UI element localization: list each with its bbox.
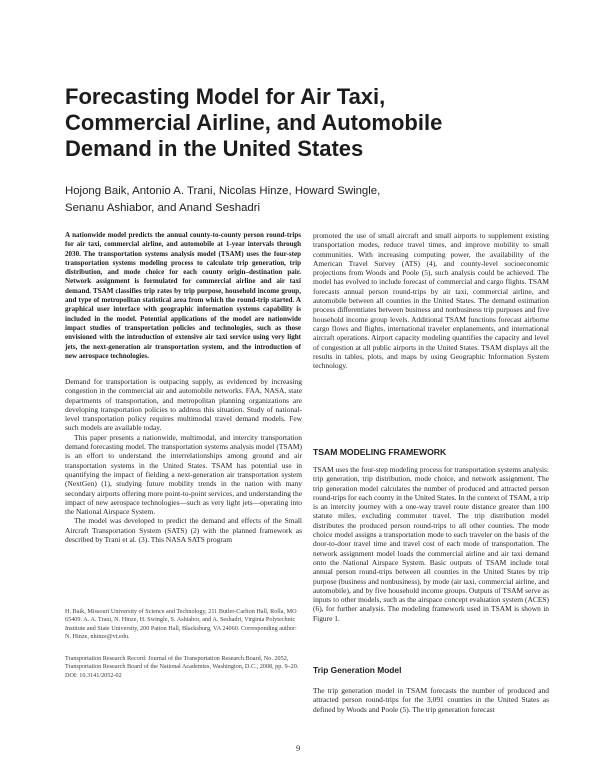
author-list [65,183,545,216]
intro-continuation [313,231,549,370]
title-line: Commercial Airline, and Automobile [65,110,443,135]
citation-text: Transportation Research Record: Journal of the Transportation Research Board, No. 2052, Transportation Research Board of the National Academies, Washington, D.C., 2008, pp. 9–20. DOI: 10.3141/2052-02 [65,655,299,679]
subsection-heading-trip-generation: Trip Generation Model [313,665,402,675]
body-paragraph: The model was developed to predict the demand and effects of the Small Aircraft Transportation System (SATS) (2) with the planned framework as described by Trani et al. (3). This NASA SATS program [65,516,302,545]
trip-generation-section [313,686,549,714]
body-paragraph: The trip generation model in TSAM forecasts the number of produced and attracted person round-trips for the 3,091 counties in the United States as defined by Woods and Poole (5). The trip generation forecast [313,686,549,714]
author-line: Hojong Baik, Antonio A. Trani, Nicolas Hinze, Howard Swingle, [65,185,381,197]
framework-section [313,465,549,623]
author-affiliation-footnote [65,608,302,641]
body-paragraph: This paper presents a nationwide, multimodal, and intercity transportation demand forecasting model. The transportation systems analysis model (TSAM) is an effort to understand the interrelationships among ground and air transportation systems in the United States. TSAM has potential use in quantifying the impact of fielding a next-generation air transportation system (NextGen) (1), studying future mobility trends in the nation with many secondary airports offering more point-to-point services, and understanding the impact of new aerospace technologies—such as very light jets—operating into the National Airspace System. [65,432,302,517]
page-number: 9 [296,743,301,753]
body-paragraph: TSAM uses the four-step modeling process for transportation systems analysis: trip generation, trip distribution, mode choice, and network assignment. The trip generation model calculates the number of produced and attracted person round-trips for each county in the United States. In the context of TSAM, a trip is an intercity journey with a one-way travel route distance greater than 100 statute miles, excluding commuter travel. The trip distribution model distributes the produced person round-trips to all other counties. The mode choice model assigns a transportation mode to each traveler on the basis of the door-to-door travel time and travel cost of each mode of transportation. The network assignment model loads the commercial airline and air taxi demand onto the National Airspace System. Basic outputs of TSAM include total annual person round-trips between all counties in the United States by trip purpose (business and nonbusiness), by mode (air taxi, commercial airline, and automobile), and by five household income groups. Outputs of TSAM serve as inputs to other models, such as the airspace concept evaluation system (ACES) (6), for further analysis. The modeling framework used in TSAM is shown in Figure 1. [313,465,549,623]
paper-title [65,84,545,162]
section-heading-framework: TSAM MODELING FRAMEWORK [313,447,447,457]
title-line: Forecasting Model for Air Taxi, [65,84,386,109]
journal-citation [65,655,302,680]
body-paragraph: Demand for transportation is outpacing supply, as evidenced by increasing congestion in the commercial air and automobile networks. FAA, NASA, state departments of transportation, and metropolitan planning organizations are developing transportation policies to address this situation. Study of national-level transportation policy requires multimodal travel demand models. Few such models are available today. [65,377,302,433]
author-line: Senanu Ashiabor, and Anand Seshadri [65,201,261,214]
body-paragraph: promoted the use of small aircraft and small airports to supplement existing transportation modes, reduce travel times, and improve mobility to small communities. With increasing computing power, the availability of the American Travel Survey (ATS) (4), and county-level socioeconomic projections from Woods and Poole (5), such analysis could be achieved. The model has evolved to include forecast of commercial and cargo flights. TSAM forecasts annual person round-trips by air taxi, commercial airline, and automobile between all counties in the United States. The demand estimation process differentiates between business and nonbusiness trip purposes and five household income group levels. Additional TSAM functions forecast airborne cargo flows and flights, international traveler enplanements, and international aircraft operations. Airport capacity modeling quantifies the capacity and level of congestion at all public airports in the United States. TSAM displays all the results in tables, plots, and maps by using Geographic Information System technology. [313,231,549,371]
footnote-text: H. Baik, Missouri University of Science and Technology, 211 Butler-Carlton Hall, Rolla, MO 65409. A. A. Trani, N. Hinze, H. Swingle, S. Ashiabor, and A. Seshadri, Virginia Polytechnic Institute and State University, 200 Patton Hall, Blacksburg, VA 24060. Corresponding author: N. Hinze, nhinze@vt.edu. [65,608,297,640]
abstract: A nationwide model predicts the annual county-to-county person round-trips for air taxi, commercial airline, and automobile at 1-year intervals through 2030. The transportation systems analysis model (TSAM) uses the four-step transportation systems modeling process to calculate trip generation, trip distribution, and mode choice for each county origin–destination pair. Network assignment is formulated for commercial airline and air taxi demand. TSAM classifies trip rates by trip purpose, household income group, and type of metropolitan statistical area from which the round-trip started. A graphical user interface with geographic information systems capability is included in the model. Potential applications of the model are nationwide impact studies of transportation policies and technologies, such as those envisioned with the introduction of extensive air taxi service using very light jets, the next-generation air transportation system, and the introduction of new aerospace technologies. [65,231,301,360]
intro-column [65,377,302,544]
title-line: Demand in the United States [65,136,364,161]
